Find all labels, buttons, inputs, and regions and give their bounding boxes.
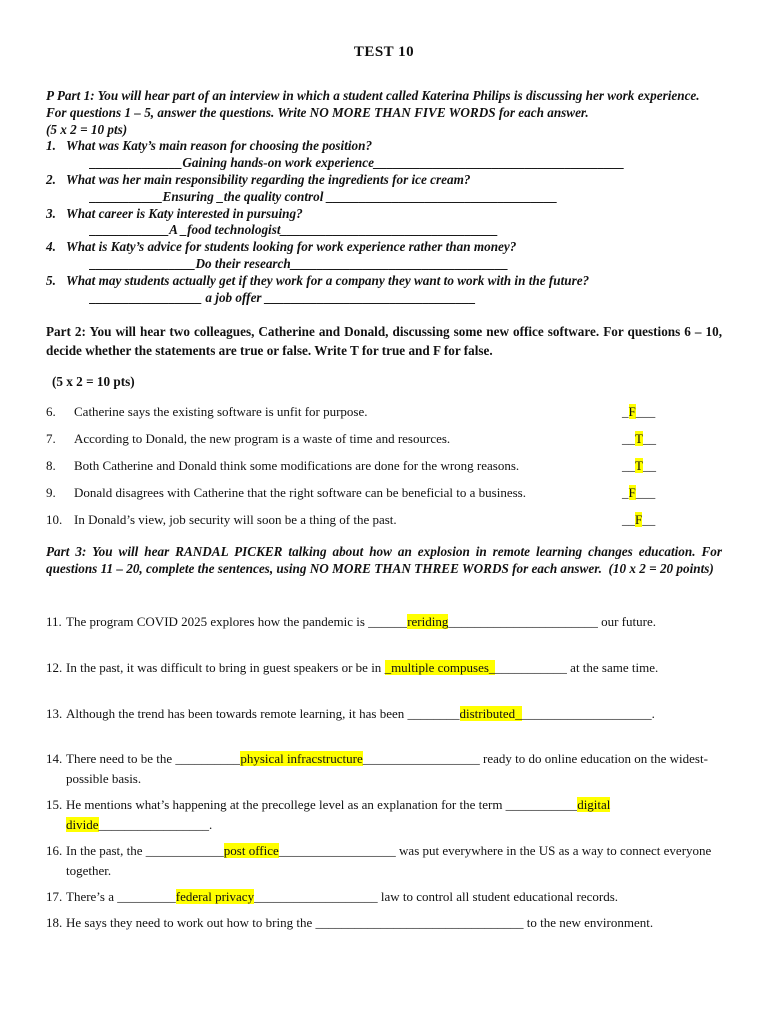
item-number: 14. (46, 751, 63, 766)
question-text: What was her main responsibility regarding the ingredients for ice cream? (66, 171, 471, 187)
sentence-text (46, 704, 722, 724)
question-text: What may students actually get if they work for a company they want to work with in the future? (66, 272, 590, 288)
part3-header (46, 544, 722, 578)
answer-value: T (635, 431, 643, 446)
filled-answer[interactable]: physical infracstructure (240, 751, 363, 766)
item-number: 11. (46, 614, 62, 629)
sentence-text (46, 841, 722, 880)
answer-value: F (628, 485, 636, 500)
question-text: What was Katy’s main reason for choosing the position? (66, 138, 373, 154)
question-number: 5. (46, 272, 56, 288)
sentence-item (46, 658, 722, 678)
answer-line[interactable]: ___________Ensuring _the quality control ___________________________________ (90, 188, 558, 204)
filled-answer[interactable]: federal privacy (175, 889, 255, 904)
sentence-text (46, 887, 722, 907)
answer-post: __ (642, 431, 656, 446)
sentence-text (46, 749, 722, 788)
part3-points: (10 x 2 = 20 points) (608, 560, 714, 576)
answer-value: F (635, 512, 643, 527)
item-number: 9. (46, 485, 56, 500)
question-text: What is Katy’s advice for students looking for work experience rather than money? (66, 239, 517, 255)
sentence-before: There’s a _________ (66, 889, 176, 904)
tf-answer[interactable] (622, 404, 655, 420)
answer-post: ___ (635, 485, 656, 500)
answer-pre: __ (622, 431, 635, 446)
statement-text: Donald disagrees with Catherine that the right software can be beneficial to a business. (74, 485, 526, 500)
question-item (46, 138, 722, 155)
answer-line[interactable]: _________________ a job offer ________________________________ (90, 289, 476, 305)
part1-points: (5 x 2 = 10 pts) (46, 121, 128, 137)
sentence-text (46, 658, 722, 678)
part3-intro: Part 3: You will hear RANDAL PICKER talking about how an explosion in remote learning changes education. For questions 11 – 20, complete the sentences, using NO MORE THAN THREE WORDS for each answer. (46, 544, 722, 576)
answer-post: __ (642, 458, 656, 473)
filled-answer[interactable]: distributed_ (459, 706, 522, 721)
item-number: 13. (46, 706, 63, 721)
filled-answer[interactable]: _multiple compuses_ (384, 660, 496, 675)
filled-answer[interactable]: reriding (407, 614, 449, 629)
item-number: 10. (46, 512, 63, 527)
part2-points: (5 x 2 = 10 pts) (52, 374, 135, 389)
question-number: 3. (46, 205, 56, 221)
sentence-before: In the past, the ____________ (66, 843, 224, 858)
tf-answer[interactable] (622, 431, 656, 447)
item-number: 16. (46, 843, 63, 858)
test-title: TEST 10 (353, 44, 415, 60)
sentence-after: __________________ ready to do online education on the widest-possible basis. (66, 751, 708, 786)
sentence-before: Although the trend has been towards remote learning, it has been ________ (66, 706, 460, 721)
sentence-before: He says they need to work out how to bring the ________________________________ to the new environment. (66, 915, 654, 930)
sentence-after: ___________________ law to control all student educational records. (254, 889, 619, 904)
sentence-item (46, 612, 722, 632)
sentence-text (46, 612, 722, 632)
item-number: 7. (46, 431, 56, 446)
answer-post: ___ (635, 404, 656, 419)
question-item (46, 273, 722, 290)
sentence-after: __________________ was put everywhere in the US as a way to connect everyone together. (66, 843, 712, 878)
sentence-item (46, 795, 722, 834)
question-text: What career is Katy interested in pursuing? (66, 205, 303, 221)
sentence-text (46, 795, 722, 834)
sentence-before: There need to be the __________ (66, 751, 241, 766)
sentence-item (46, 887, 722, 907)
question-item (46, 172, 722, 189)
answer-value: F (628, 404, 636, 419)
item-number: 12. (46, 660, 63, 675)
answer-pre: _ (622, 485, 629, 500)
sentence-after: _______________________ our future. (448, 614, 656, 629)
answer-pre: __ (622, 512, 635, 527)
item-number: 18. (46, 915, 63, 930)
sentence-after: _________________. (98, 816, 213, 832)
tf-answer[interactable] (622, 512, 655, 528)
statement-text: According to Donald, the new program is a waste of time and resources. (74, 431, 451, 446)
statement-text: Catherine says the existing software is unfit for purpose. (74, 404, 368, 419)
sentence-before: He mentions what’s happening at the precollege level as an explanation for the term ___________ (66, 797, 578, 812)
sentence-before: In the past, it was difficult to bring in guest speakers or be in (66, 660, 385, 675)
item-number: 8. (46, 458, 56, 473)
item-number: 15. (46, 797, 63, 812)
answer-post: __ (642, 512, 656, 527)
filled-answer[interactable]: digital divide (66, 797, 611, 832)
answer-pre: _ (622, 404, 629, 419)
tf-answer[interactable] (622, 458, 656, 474)
answer-value: T (635, 458, 643, 473)
answer-pre: __ (622, 458, 635, 473)
part1-questions (46, 138, 722, 306)
sentence-before: The program COVID 2025 explores how the pandemic is ______ (66, 614, 408, 629)
sentence-item (46, 913, 722, 933)
part1-intro: P Part 1: You will hear part of an interview in which a student called Katerina Philips is discussing her work experience. For questions 1 – 5, answer the questions. Write NO MORE THAN FIVE WORDS for each answer. (46, 88, 700, 120)
part2-intro: Part 2: You will hear two colleagues, Catherine and Donald, discussing some new office software. For questions 6 – 10, decide whether the statements are true or false. Write T for true and F for false. (46, 324, 722, 358)
statement-text: Both Catherine and Donald think some modifications are done for the wrong reasons. (74, 458, 520, 473)
answer-line[interactable]: ____________A _food technologist_________________________________ (90, 222, 499, 238)
question-item (46, 206, 722, 223)
sentence-item (46, 704, 722, 724)
statement-text: In Donald’s view, job security will soon be a thing of the past. (74, 512, 397, 527)
item-number: 17. (46, 889, 63, 904)
part1-section (46, 88, 722, 306)
filled-answer[interactable]: post office (223, 843, 279, 858)
question-item (46, 239, 722, 256)
answer-line[interactable]: ______________Gaining hands-on work experience______________________________________ (90, 155, 625, 171)
item-number: 6. (46, 404, 56, 419)
question-number: 1. (46, 138, 56, 154)
sentence-after: ___________ at the same time. (495, 660, 659, 675)
tf-answer[interactable] (622, 485, 655, 501)
sentence-item (46, 841, 722, 880)
answer-line[interactable]: ________________Do their research_________________________________ (90, 255, 509, 271)
question-number: 2. (46, 171, 56, 187)
sentence-after: ____________________. (521, 706, 655, 721)
sentence-text (46, 913, 722, 933)
sentence-item (46, 749, 722, 788)
question-number: 4. (46, 239, 56, 255)
